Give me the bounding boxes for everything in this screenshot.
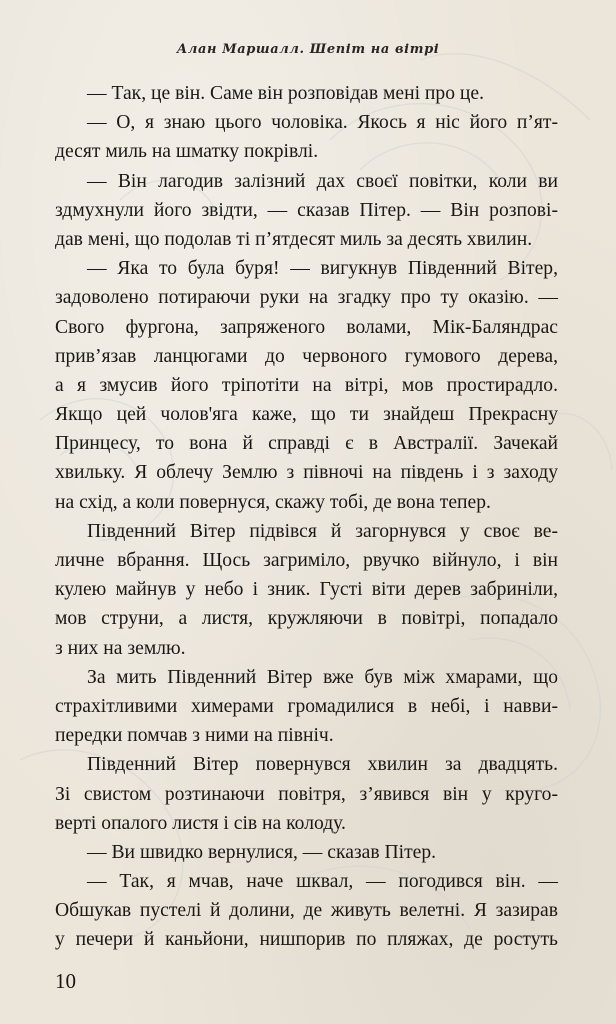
text-line: прив’язав ланцюгами до червоного гумового дерева, — [55, 345, 558, 367]
text-line: мов струни, а листя, кружляючи в повітрі, попадало — [55, 608, 558, 630]
text-line: дав мені, що подолав ті п’ятдесят миль за десять хвилин. — [55, 228, 533, 250]
text-line: личне вбрання. Щось загриміло, рвучко війнуло, і він — [55, 550, 558, 571]
text-line: — Так, я мчав, наче шквал, — погодився він. — — [87, 871, 558, 893]
body-text — [55, 79, 558, 955]
text-line: Зі свистом розтинаючи повітря, з’явився він у круго- — [55, 783, 558, 805]
text-line: передки помчав з ними на північ. — [55, 725, 334, 747]
text-line: з них на землю. — [55, 637, 186, 659]
text-line: За мить Південний Вітер вже був між хмарами, що — [87, 666, 558, 688]
text-line: Обшукав пустелі й долини, де живуть велетні. Я зазирав — [55, 900, 558, 922]
page-number: 10 — [55, 969, 76, 993]
text-line: — Так, це він. Саме він розповідав мені про це. — [87, 83, 484, 104]
text-line: хвильку. Я облечу Землю з півночі на південь і з заходу — [55, 462, 558, 484]
text-line: Принцесу, то вона й справді є в Австралії. Зачекай — [55, 433, 558, 455]
text-line: а я змусив його тріпотіти на вітрі, мов простирадло. — [55, 374, 558, 396]
text-line: Якщо цей чолов'яга каже, що ти знайдеш Прекрасну — [55, 404, 558, 426]
text-line: — Ви швидко вернулися, — сказав Пітер. — [87, 841, 437, 863]
text-line: страхітливими химерами громадилися в небі, і навви- — [55, 695, 558, 717]
text-line: Свого фургона, запряженого волами, Мік-Баляндрас — [55, 316, 558, 338]
text-line: у печери й каньйони, нишпорив по пляжах, де ростуть — [55, 929, 558, 951]
running-header: Алан Маршалл. Шепіт на вітрі — [176, 42, 440, 57]
text-line: — Він лагодив залізний дах своєї повітки, коли ви — [87, 170, 558, 192]
text-line: — Яка то була буря! — вигукнув Південний Вітер, — [87, 258, 558, 280]
text-line: — О, я знаю цього чоловіка. Якось я ніс його п’ят- — [87, 112, 558, 134]
text-line: задоволено потираючи руки на згадку про ту оказію. — — [55, 287, 558, 309]
text-line: здмухнули його звідти, — сказав Пітер. — Він розпові- — [55, 199, 558, 221]
text-line: на схід, а коли повернуся, скажу тобі, де вона тепер. — [55, 491, 491, 513]
text-line: кулею майнув у небо і зник. Густі віти дерев забриніли, — [55, 579, 558, 601]
text-line: Південний Вітер підвівся й загорнувся у своє ве- — [87, 520, 558, 542]
text-line: десят миль на шматку покрівлі. — [55, 141, 319, 163]
text-line: Південний Вітер повернувся хвилин за двадцять. — [87, 754, 558, 776]
text-line: верті опалого листя і сів на колоду. — [55, 812, 346, 834]
